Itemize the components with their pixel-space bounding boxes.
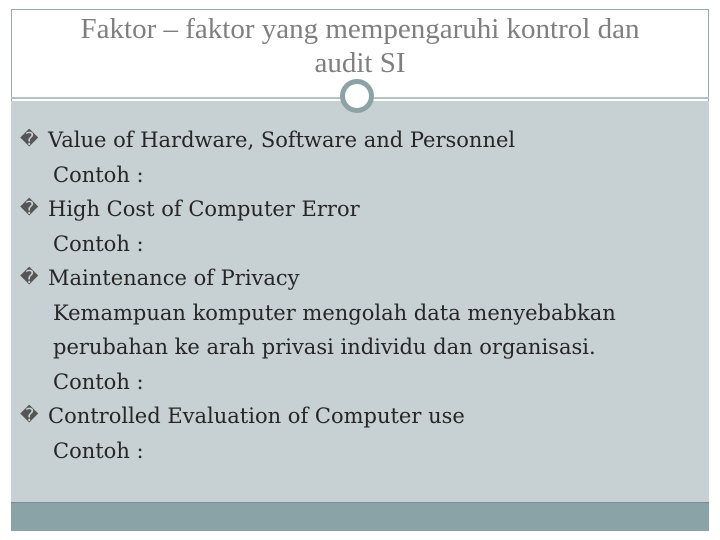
list-item-sub: Kemampuan komputer mengolah data menyebabkan [53, 300, 616, 325]
list-item-sub: Contoh : [53, 369, 144, 394]
list-item [20, 192, 700, 227]
bullet-icon: � [20, 267, 39, 288]
list-item [20, 261, 700, 296]
list-item-text: Controlled Evaluation of Computer use [48, 404, 465, 428]
list-item-sub: perubahan ke arah privasi individu dan organisasi. [53, 335, 596, 359]
list-item-text: Value of Hardware, Software and Personnel [48, 128, 516, 152]
list-item-sub: Contoh : [53, 438, 144, 463]
circle-ornament-icon [340, 79, 374, 113]
bullet-icon: � [20, 129, 39, 150]
footer-band [11, 502, 709, 531]
bullet-icon: � [20, 198, 39, 219]
list-item-sub: Contoh : [53, 162, 144, 187]
footer-line [11, 502, 709, 503]
slide-title-line-1: Faktor – faktor yang mempengaruhi kontrol dan [80, 13, 640, 45]
bullet-list [20, 123, 700, 468]
list-item [20, 399, 700, 434]
list-item-text: Maintenance of Privacy [48, 266, 300, 290]
list-item-sub: Contoh : [53, 231, 144, 256]
bullet-icon: � [20, 405, 39, 426]
list-item [20, 123, 700, 158]
list-item-text: High Cost of Computer Error [48, 197, 360, 221]
slide-title-line-2: audit SI [314, 47, 406, 79]
